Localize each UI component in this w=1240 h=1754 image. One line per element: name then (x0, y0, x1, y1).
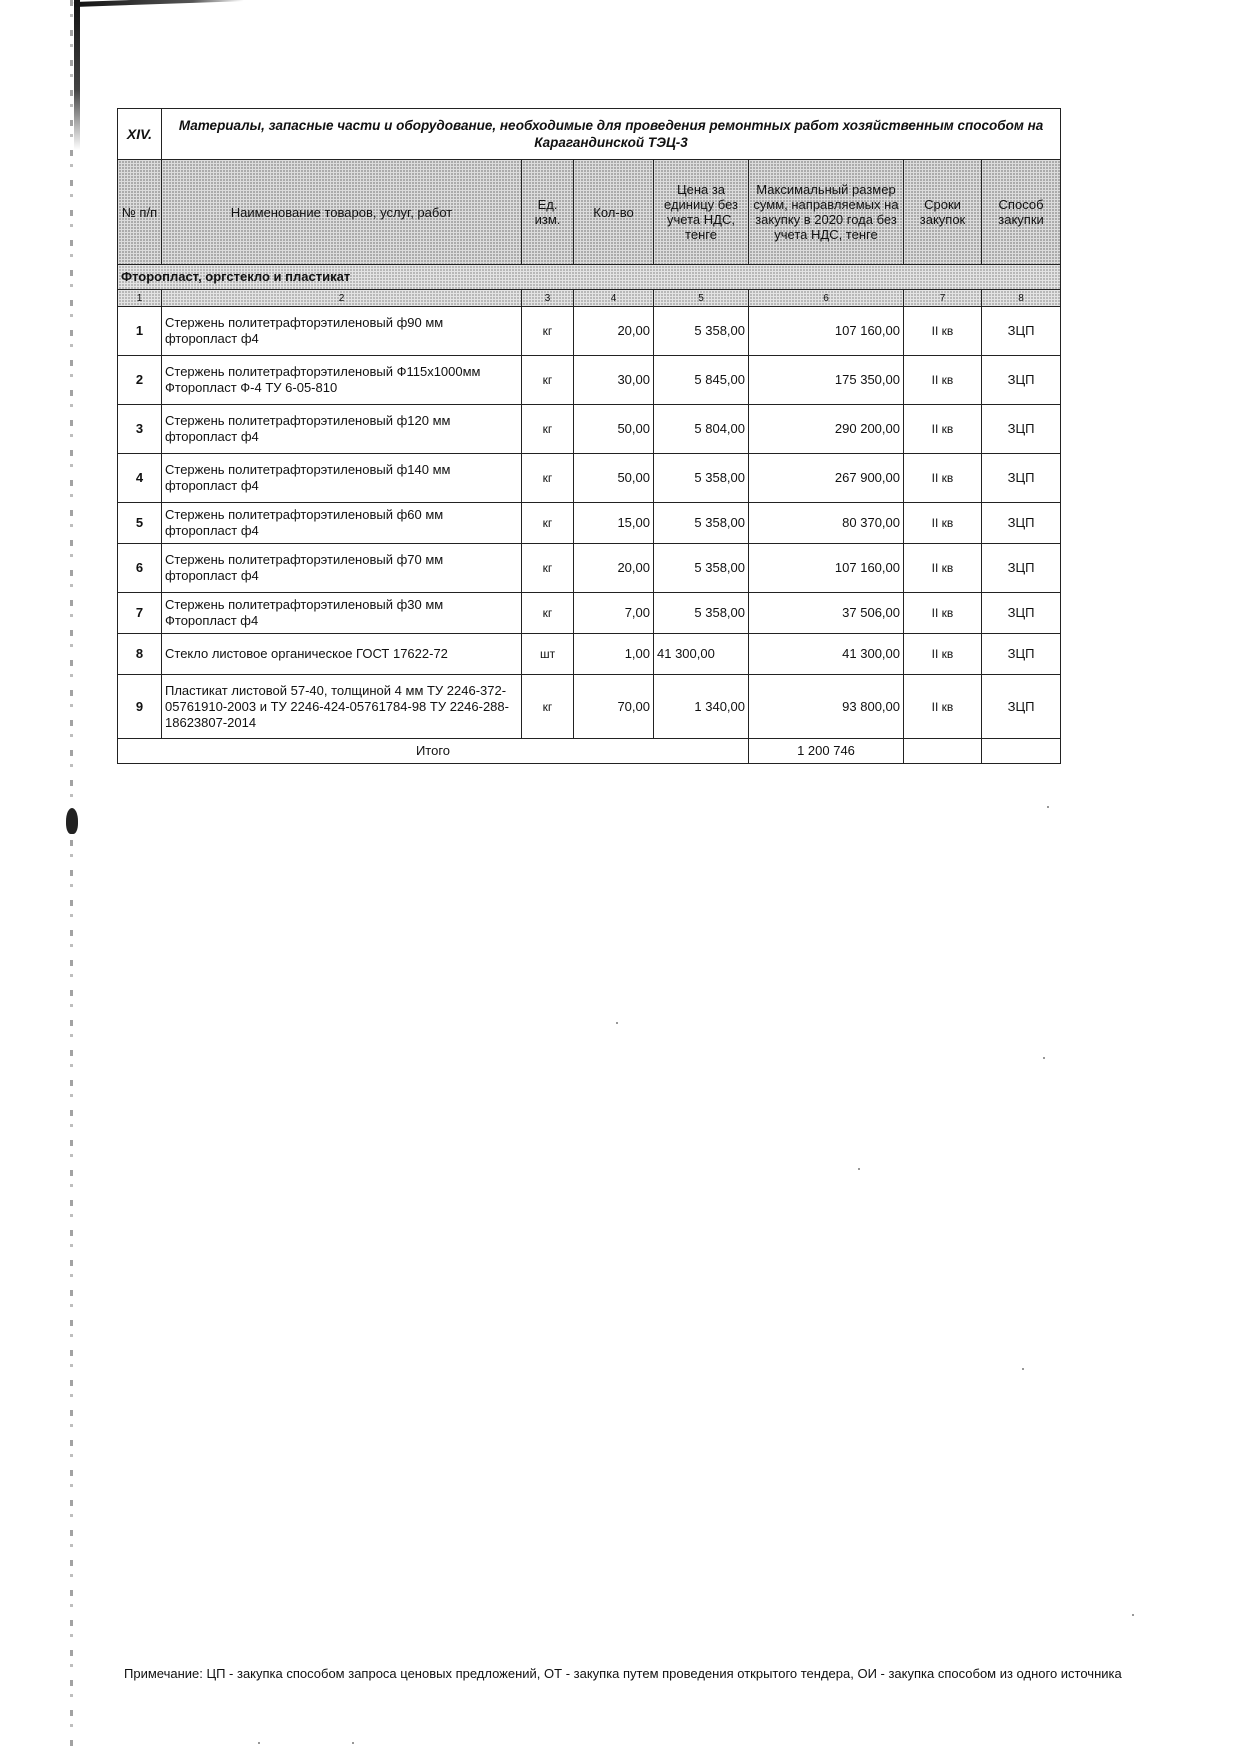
item-name: Стержень политетрафторэтиленовый ф30 мм Фторопласт ф4 (162, 593, 522, 634)
table-row (118, 675, 1061, 739)
item-qty: 50,00 (574, 405, 654, 454)
total-value: 1 200 746 (749, 739, 904, 764)
table-row (118, 405, 1061, 454)
item-sum: 80 370,00 (749, 503, 904, 544)
item-term: II кв (904, 634, 982, 675)
item-unit: кг (522, 454, 574, 503)
item-price: 1 340,00 (654, 675, 749, 739)
item-name: Пластикат листовой 57-40, толщиной 4 мм ТУ 2246-372-05761910-2003 и ТУ 2246-424-05761784-98 ТУ 2246-288-18623807-2014 (162, 675, 522, 739)
item-term: II кв (904, 503, 982, 544)
item-unit: кг (522, 405, 574, 454)
header-name: Наименование товаров, услуг, работ (162, 160, 522, 265)
item-method: ЗЦП (982, 675, 1061, 739)
item-price: 5 358,00 (654, 593, 749, 634)
table-row (118, 307, 1061, 356)
table-row (118, 593, 1061, 634)
item-term: II кв (904, 544, 982, 593)
item-unit: кг (522, 675, 574, 739)
total-row (118, 739, 1061, 764)
total-label: Итого (118, 739, 749, 764)
column-number: 4 (574, 290, 654, 307)
section-title-row (118, 109, 1061, 160)
item-term: II кв (904, 454, 982, 503)
item-qty: 20,00 (574, 544, 654, 593)
item-method: ЗЦП (982, 307, 1061, 356)
item-qty: 30,00 (574, 356, 654, 405)
row-number: 6 (118, 544, 162, 593)
column-number: 8 (982, 290, 1061, 307)
item-qty: 15,00 (574, 503, 654, 544)
item-sum: 107 160,00 (749, 307, 904, 356)
scan-speck (1132, 1614, 1134, 1616)
section-title: Материалы, запасные части и оборудование, необходимые для проведения ремонтных работ хозяйственным способом на Карагандинской ТЭЦ-3 (162, 109, 1061, 160)
item-qty: 50,00 (574, 454, 654, 503)
header-qty: Кол-во (574, 160, 654, 265)
item-unit: кг (522, 544, 574, 593)
header-sum: Максимальный размер сумм, направляемых на закупку в 2020 года без учета НДС, тенге (749, 160, 904, 265)
item-unit: шт (522, 634, 574, 675)
item-unit: кг (522, 503, 574, 544)
item-price: 5 358,00 (654, 307, 749, 356)
header-row (118, 160, 1061, 265)
item-qty: 70,00 (574, 675, 654, 739)
item-method: ЗЦП (982, 593, 1061, 634)
item-price: 5 804,00 (654, 405, 749, 454)
item-unit: кг (522, 356, 574, 405)
item-name: Стержень политетрафторэтиленовый ф120 мм фторопласт ф4 (162, 405, 522, 454)
column-number: 3 (522, 290, 574, 307)
column-number: 6 (749, 290, 904, 307)
section-number: XIV. (118, 109, 162, 160)
item-sum: 267 900,00 (749, 454, 904, 503)
scan-speck (352, 1742, 354, 1744)
total-empty-cell (982, 739, 1061, 764)
group-row (118, 265, 1061, 290)
scan-speck (1022, 1368, 1024, 1370)
row-number: 7 (118, 593, 162, 634)
item-method: ЗЦП (982, 454, 1061, 503)
item-method: ЗЦП (982, 405, 1061, 454)
item-unit: кг (522, 307, 574, 356)
total-empty-cell (904, 739, 982, 764)
scan-speck (1043, 1057, 1045, 1059)
item-method: ЗЦП (982, 503, 1061, 544)
footnote: Примечание: ЦП - закупка способом запроса ценовых предложений, ОТ - закупка путем проведения открытого тендера, ОИ - закупка способом из одного источника (124, 1666, 1122, 1681)
item-sum: 107 160,00 (749, 544, 904, 593)
item-qty: 20,00 (574, 307, 654, 356)
header-no: № п/п (118, 160, 162, 265)
item-sum: 175 350,00 (749, 356, 904, 405)
row-number: 8 (118, 634, 162, 675)
item-method: ЗЦП (982, 634, 1061, 675)
item-qty: 1,00 (574, 634, 654, 675)
item-sum: 41 300,00 (749, 634, 904, 675)
header-price: Цена за единицу без учета НДС, тенге (654, 160, 749, 265)
row-number: 3 (118, 405, 162, 454)
scan-speck (258, 1742, 260, 1744)
item-term: II кв (904, 356, 982, 405)
item-name: Стержень политетрафторэтиленовый Ф115х1000мм Фторопласт Ф-4 ТУ 6-05-810 (162, 356, 522, 405)
row-number: 1 (118, 307, 162, 356)
item-method: ЗЦП (982, 356, 1061, 405)
scan-speck (616, 1022, 618, 1024)
header-unit: Ед. изм. (522, 160, 574, 265)
hole-punch-mark (66, 808, 78, 834)
item-price: 5 358,00 (654, 454, 749, 503)
item-term: II кв (904, 593, 982, 634)
item-price: 5 845,00 (654, 356, 749, 405)
row-number: 2 (118, 356, 162, 405)
table-row (118, 454, 1061, 503)
item-name: Стержень политетрафторэтиленовый ф60 мм фторопласт ф4 (162, 503, 522, 544)
item-sum: 290 200,00 (749, 405, 904, 454)
group-title: Фторопласт, оргстекло и пластикат (118, 265, 1061, 290)
scan-speck (1047, 806, 1049, 808)
procurement-table (117, 108, 1061, 764)
column-numbers-row (118, 290, 1061, 307)
row-number: 9 (118, 675, 162, 739)
item-price: 41 300,00 (654, 634, 749, 675)
table-row (118, 544, 1061, 593)
header-term: Сроки закупок (904, 160, 982, 265)
item-sum: 37 506,00 (749, 593, 904, 634)
item-method: ЗЦП (982, 544, 1061, 593)
row-number: 4 (118, 454, 162, 503)
scan-corner-artifact (74, 0, 80, 150)
table-row (118, 634, 1061, 675)
item-sum: 93 800,00 (749, 675, 904, 739)
item-price: 5 358,00 (654, 544, 749, 593)
item-name: Стекло листовое органическое ГОСТ 17622-72 (162, 634, 522, 675)
item-term: II кв (904, 405, 982, 454)
item-name: Стержень политетрафторэтиленовый ф90 мм фторопласт ф4 (162, 307, 522, 356)
column-number: 7 (904, 290, 982, 307)
item-price: 5 358,00 (654, 503, 749, 544)
item-name: Стержень политетрафторэтиленовый ф70 мм фторопласт ф4 (162, 544, 522, 593)
item-term: II кв (904, 307, 982, 356)
item-name: Стержень политетрафторэтиленовый ф140 мм фторопласт ф4 (162, 454, 522, 503)
item-unit: кг (522, 593, 574, 634)
item-qty: 7,00 (574, 593, 654, 634)
column-number: 2 (162, 290, 522, 307)
scan-edge-artifact (70, 0, 73, 1754)
item-term: II кв (904, 675, 982, 739)
column-number: 1 (118, 290, 162, 307)
header-method: Способ закупки (982, 160, 1061, 265)
table-row (118, 356, 1061, 405)
scan-top-artifact (74, 0, 244, 7)
scan-speck (858, 1168, 860, 1170)
row-number: 5 (118, 503, 162, 544)
column-number: 5 (654, 290, 749, 307)
table-row (118, 503, 1061, 544)
